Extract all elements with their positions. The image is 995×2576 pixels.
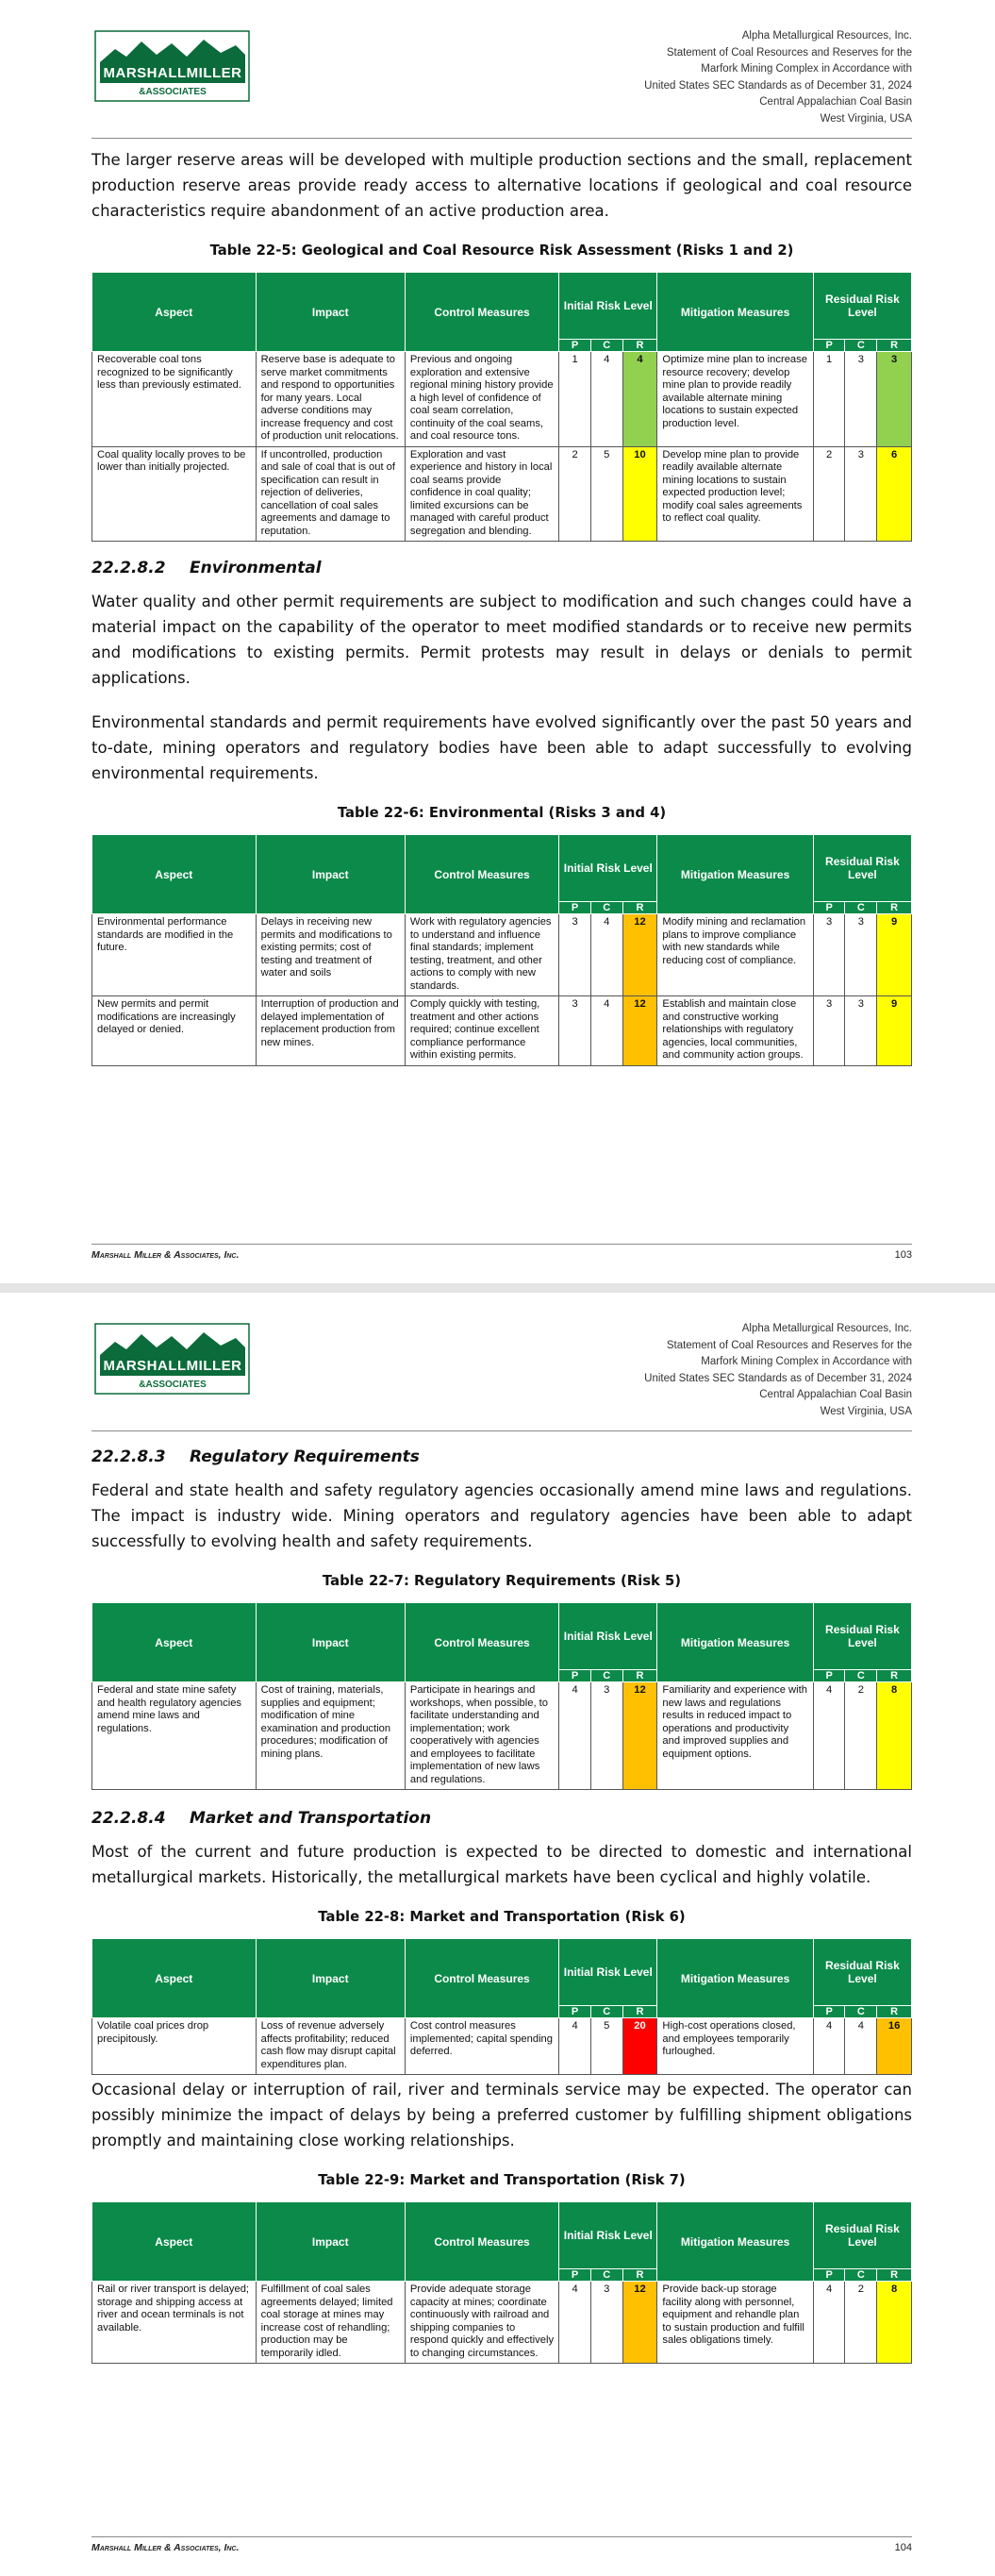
cell-initial-consequence: 5 xyxy=(590,446,622,542)
cell-residual-risk: 9 xyxy=(877,914,912,996)
table-row xyxy=(92,996,912,1066)
col-header-control: Control Measures xyxy=(405,1603,558,1682)
section-title: Regulatory Requirements xyxy=(190,1447,420,1466)
svg-text:MARSHALLMILLER: MARSHALLMILLER xyxy=(103,65,242,81)
header-line: Marfork Mining Complex in Accordance with xyxy=(701,1356,912,1367)
col-header-p-initial: P xyxy=(559,902,591,914)
section-number: 22.2.8.2 xyxy=(91,559,166,577)
table-row xyxy=(92,914,912,996)
cell-residual-consequence: 3 xyxy=(845,914,877,996)
section-number: 22.2.8.4 xyxy=(91,1809,166,1828)
footer-divider xyxy=(91,1244,912,1245)
header-divider xyxy=(91,1430,912,1431)
header-line: West Virginia, USA xyxy=(820,1405,912,1417)
cell-control-measures: Exploration and vast experience and history in local coal seams provide confidence in coal quality; limited excursions can be managed with careful product segregation and blending. xyxy=(405,446,558,542)
table-row xyxy=(92,352,912,447)
col-header-mitigation: Mitigation Measures xyxy=(657,2202,813,2282)
cell-initial-risk: 20 xyxy=(622,2018,657,2075)
col-header-control: Control Measures xyxy=(405,2202,558,2282)
table-caption: Table 22-8: Market and Transportation (Risk 6) xyxy=(318,1909,686,1925)
col-header-residual-risk: Residual Risk Level xyxy=(813,1603,911,1670)
col-header-c-residual: C xyxy=(845,1670,877,1682)
cell-impact: Delays in receiving new permits and modifications to existing permits; cost of testing and treatment of water and soils xyxy=(256,914,405,996)
cell-control-measures: Provide adequate storage capacity at mines; coordinate continuously with railroad and shipping companies to respond quickly and effectively to changing circumstances. xyxy=(405,2282,558,2364)
col-header-initial-risk: Initial Risk Level xyxy=(559,835,657,902)
col-header-c-initial: C xyxy=(590,340,622,352)
cell-initial-risk: 12 xyxy=(622,996,657,1066)
col-header-c-initial: C xyxy=(590,2269,622,2282)
cell-mitigation: Optimize mine plan to increase resource recovery; develop mine plan to provide readily available alternate mining locations to sustain expected production level. xyxy=(657,352,813,447)
col-header-p-residual: P xyxy=(813,1670,845,1682)
cell-initial-risk: 12 xyxy=(622,1682,657,1790)
col-header-p-initial: P xyxy=(559,2006,591,2018)
col-header-c-residual: C xyxy=(845,340,877,352)
col-header-impact: Impact xyxy=(256,835,405,914)
section-heading xyxy=(91,1447,912,1466)
footer-company: Marshall Miller & Associates, Inc. xyxy=(91,2542,240,2553)
col-header-r-residual: R xyxy=(877,340,912,352)
table-caption: Table 22-7: Regulatory Requirements (Risk 5) xyxy=(322,1573,682,1589)
col-header-residual-risk: Residual Risk Level xyxy=(813,835,911,902)
col-header-residual-risk: Residual Risk Level xyxy=(813,273,911,340)
cell-initial-risk: 10 xyxy=(622,446,657,542)
svg-text:MARSHALLMILLER: MARSHALLMILLER xyxy=(103,1358,242,1374)
header-line: Statement of Coal Resources and Reserves for the xyxy=(666,1339,912,1351)
report-header-info xyxy=(644,28,912,127)
cell-impact: Cost of training, materials, supplies and equipment; modification of mine examination and production procedures; modification of mining plans. xyxy=(256,1682,405,1790)
col-header-r-initial: R xyxy=(622,1670,657,1682)
page-104 xyxy=(0,1293,995,2576)
section-title: Market and Transportation xyxy=(190,1809,432,1828)
col-header-control: Control Measures xyxy=(405,273,558,352)
col-header-r-residual: R xyxy=(877,1670,912,1682)
col-header-mitigation: Mitigation Measures xyxy=(657,835,813,914)
cell-impact: Fulfillment of coal sales agreements delayed; limited coal storage at mines may increase cost of rehandling; production may be temporarily idled. xyxy=(256,2282,405,2364)
col-header-p-initial: P xyxy=(559,1670,591,1682)
col-header-initial-risk: Initial Risk Level xyxy=(559,273,657,340)
col-header-aspect: Aspect xyxy=(92,2202,257,2282)
col-header-p-residual: P xyxy=(813,340,845,352)
table-caption: Table 22-6: Environmental (Risks 3 and 4) xyxy=(337,805,667,821)
cell-residual-probability: 3 xyxy=(813,914,845,996)
table-row xyxy=(92,2282,912,2364)
cell-residual-probability: 4 xyxy=(813,1682,845,1790)
col-header-r-initial: R xyxy=(622,2269,657,2282)
header-line: Central Appalachian Coal Basin xyxy=(759,1389,912,1400)
cell-initial-probability: 2 xyxy=(559,446,591,542)
col-header-aspect: Aspect xyxy=(92,273,257,352)
cell-control-measures: Work with regulatory agencies to understand and influence final standards; implement testing, treatment, and other actions to comply with new standards. xyxy=(405,914,558,996)
footer-company: Marshall Miller & Associates, Inc. xyxy=(91,1249,240,1261)
cell-aspect: Volatile coal prices drop precipitously. xyxy=(92,2018,257,2075)
cell-initial-consequence: 3 xyxy=(590,2282,622,2364)
page-103 xyxy=(0,0,995,1283)
cell-residual-probability: 2 xyxy=(813,446,845,542)
cell-impact: Interruption of production and delayed implementation of replacement production from new mines. xyxy=(256,996,405,1066)
cell-mitigation: Develop mine plan to provide readily available alternate mining locations to sustain expected production level; modify coal sales agreements to reflect coal quality. xyxy=(657,446,813,542)
cell-impact: If uncontrolled, production and sale of coal that is out of specification can result in rejection of deliveries, cancellation of coal sales agreements and damage to reputation. xyxy=(256,446,405,542)
cell-aspect: Coal quality locally proves to be lower than initially projected. xyxy=(92,446,257,542)
cell-initial-probability: 3 xyxy=(559,996,591,1066)
cell-residual-probability: 1 xyxy=(813,352,845,447)
col-header-p-initial: P xyxy=(559,340,591,352)
cell-control-measures: Previous and ongoing exploration and extensive regional mining history provide a high level of confidence of coal seam correlation, continuity of the coal seams, and coal resource tons. xyxy=(405,352,558,447)
cell-mitigation: Provide back-up storage facility along with personnel, equipment and rehandle plan to sustain production and fulfill sales obligations timely. xyxy=(657,2282,813,2364)
col-header-mitigation: Mitigation Measures xyxy=(657,1603,813,1682)
col-header-aspect: Aspect xyxy=(92,1939,257,2018)
cell-control-measures: Cost control measures implemented; capital spending deferred. xyxy=(405,2018,558,2075)
col-header-c-initial: C xyxy=(590,2006,622,2018)
cell-initial-risk: 12 xyxy=(622,914,657,996)
cell-initial-consequence: 3 xyxy=(590,1682,622,1790)
cell-residual-consequence: 3 xyxy=(845,996,877,1066)
header-line: Alpha Metallurgical Resources, Inc. xyxy=(741,1323,912,1334)
cell-initial-consequence: 4 xyxy=(590,914,622,996)
intro-paragraph: The larger reserve areas will be developed with multiple production sections and the small, replacement production reserve areas provide ready access to alternative locations if geological and coal resource characteristics require abandonment of an active production area. xyxy=(91,151,912,220)
svg-text:&ASSOCIATES: &ASSOCIATES xyxy=(139,1380,207,1390)
cell-residual-consequence: 3 xyxy=(845,352,877,447)
col-header-p-residual: P xyxy=(813,902,845,914)
col-header-c-initial: C xyxy=(590,902,622,914)
col-header-mitigation: Mitigation Measures xyxy=(657,273,813,352)
risk-table-22-5 xyxy=(91,272,912,542)
col-header-r-initial: R xyxy=(622,902,657,914)
cell-residual-risk: 16 xyxy=(877,2018,912,2075)
header-line: United States SEC Standards as of December 31, 2024 xyxy=(644,79,912,92)
table-row xyxy=(92,446,912,542)
cell-initial-probability: 1 xyxy=(559,352,591,447)
cell-residual-probability: 4 xyxy=(813,2282,845,2364)
market-paragraph-2: Occasional delay or interruption of rail, river and terminals service may be expected. The operator can possibly minimize the impact of delays by being a preferred customer by fulfilling shipment obligations promptly and maintaining close working relationships. xyxy=(91,2081,912,2149)
cell-initial-probability: 4 xyxy=(559,1682,591,1790)
col-header-residual-risk: Residual Risk Level xyxy=(813,1939,911,2006)
cell-residual-risk: 3 xyxy=(877,352,912,447)
header-line: United States SEC Standards as of December 31, 2024 xyxy=(644,1372,912,1384)
cell-residual-risk: 9 xyxy=(877,996,912,1066)
cell-initial-consequence: 4 xyxy=(590,352,622,447)
col-header-impact: Impact xyxy=(256,2202,405,2282)
cell-aspect: Environmental performance standards are modified in the future. xyxy=(92,914,257,996)
col-header-initial-risk: Initial Risk Level xyxy=(559,2202,657,2269)
market-paragraph-1: Most of the current and future production is expected to be directed to domestic and international metallurgical markets. Historically, the metallurgical markets have been cyclical and highly volatile. xyxy=(91,1843,912,1886)
col-header-aspect: Aspect xyxy=(92,835,257,914)
cell-mitigation: Establish and maintain close and constructive working relationships with regulatory agencies, local communities, and community action groups. xyxy=(657,996,813,1066)
table-caption: Table 22-5: Geological and Coal Resource Risk Assessment (Risks 1 and 2) xyxy=(209,243,794,259)
cell-initial-risk: 12 xyxy=(622,2282,657,2364)
col-header-impact: Impact xyxy=(256,273,405,352)
col-header-impact: Impact xyxy=(256,1603,405,1682)
col-header-p-initial: P xyxy=(559,2269,591,2282)
col-header-c-residual: C xyxy=(845,902,877,914)
page-number: 103 xyxy=(894,1249,912,1261)
cell-residual-probability: 3 xyxy=(813,996,845,1066)
cell-aspect: Recoverable coal tons recognized to be significantly less than previously estimated. xyxy=(92,352,257,447)
cell-control-measures: Comply quickly with testing, treatment and other actions required; continue excellent compliance performance within existing permits. xyxy=(405,996,558,1066)
col-header-control: Control Measures xyxy=(405,1939,558,2018)
col-header-r-residual: R xyxy=(877,2006,912,2018)
risk-table-22-8 xyxy=(91,1938,912,2075)
cell-aspect: New permits and permit modifications are increasingly delayed or denied. xyxy=(92,996,257,1066)
col-header-c-residual: C xyxy=(845,2006,877,2018)
col-header-r-initial: R xyxy=(622,340,657,352)
cell-initial-consequence: 5 xyxy=(590,2018,622,2075)
col-header-initial-risk: Initial Risk Level xyxy=(559,1939,657,2006)
col-header-p-residual: P xyxy=(813,2006,845,2018)
page-content xyxy=(91,1434,912,2364)
col-header-r-initial: R xyxy=(622,2006,657,2018)
header-line: West Virginia, USA xyxy=(820,112,912,125)
cell-initial-probability: 3 xyxy=(559,914,591,996)
page-number: 104 xyxy=(894,2542,912,2553)
cell-residual-consequence: 2 xyxy=(845,2282,877,2364)
env-paragraph-2: Environmental standards and permit requirements have evolved significantly over the past 50 years and to-date, mining operators and regulatory bodies have been able to adapt successfully to evolving environmental requirements. xyxy=(91,713,912,782)
header-line: Statement of Coal Resources and Reserves for the xyxy=(666,46,912,59)
table-caption: Table 22-9: Market and Transportation (Risk 7) xyxy=(318,2172,686,2188)
cell-residual-consequence: 4 xyxy=(845,2018,877,2075)
report-header-info xyxy=(644,1321,912,1420)
cell-initial-probability: 4 xyxy=(559,2282,591,2364)
company-logo xyxy=(94,30,250,102)
cell-initial-consequence: 4 xyxy=(590,996,622,1066)
cell-residual-probability: 4 xyxy=(813,2018,845,2075)
col-header-c-residual: C xyxy=(845,2269,877,2282)
footer-divider xyxy=(91,2536,912,2537)
col-header-c-initial: C xyxy=(590,1670,622,1682)
company-logo xyxy=(94,1323,250,1395)
cell-impact: Reserve base is adequate to serve market commitments and respond to opportunities for many years. Local adverse conditions may increase frequency and cost of production unit relocations. xyxy=(256,352,405,447)
header-line: Marfork Mining Complex in Accordance with xyxy=(701,63,912,75)
col-header-p-residual: P xyxy=(813,2269,845,2282)
env-paragraph-1: Water quality and other permit requirements are subject to modification and such changes could have a material impact on the capability of the operator to meet modified standards or to receive new permits and modifications to existing permits. Permit protests may result in delays or denials to permit applications. xyxy=(91,593,912,687)
cell-initial-risk: 4 xyxy=(622,352,657,447)
cell-impact: Loss of revenue adversely affects profitability; reduced cash flow may disrupt capital expenditures plan. xyxy=(256,2018,405,2075)
col-header-aspect: Aspect xyxy=(92,1603,257,1682)
cell-control-measures: Participate in hearings and workshops, when possible, to facilitate understanding and implementation; work cooperatively with agencies and employees to facilitate implementation of new laws and regulations. xyxy=(405,1682,558,1790)
page-content xyxy=(91,147,912,1066)
section-title: Environmental xyxy=(190,559,322,577)
cell-mitigation: Modify mining and reclamation plans to improve compliance with new standards while reducing cost of compliance. xyxy=(657,914,813,996)
section-heading xyxy=(91,1809,912,1828)
svg-text:&ASSOCIATES: &ASSOCIATES xyxy=(139,87,207,97)
cell-mitigation: High-cost operations closed, and employees temporarily furloughed. xyxy=(657,2018,813,2075)
col-header-r-residual: R xyxy=(877,2269,912,2282)
header-line: Alpha Metallurgical Resources, Inc. xyxy=(741,30,912,42)
cell-mitigation: Familiarity and experience with new laws and regulations results in reduced impact to operations and productivity and improved supplies and equipment options. xyxy=(657,1682,813,1790)
cell-aspect: Federal and state mine safety and health regulatory agencies amend mine laws and regulations. xyxy=(92,1682,257,1790)
cell-aspect: Rail or river transport is delayed; storage and shipping access at river and ocean terminals is not available. xyxy=(92,2282,257,2364)
col-header-mitigation: Mitigation Measures xyxy=(657,1939,813,2018)
regulatory-paragraph: Federal and state health and safety regulatory agencies occasionally amend mine laws and regulations. The impact is industry wide. Mining operators and regulatory agencies have been able to adapt successfully to evolving health and safety requirements. xyxy=(91,1481,912,1550)
risk-table-22-9 xyxy=(91,2201,912,2364)
col-header-r-residual: R xyxy=(877,902,912,914)
table-row xyxy=(92,2018,912,2075)
cell-residual-risk: 8 xyxy=(877,1682,912,1790)
table-row xyxy=(92,1682,912,1790)
section-number: 22.2.8.3 xyxy=(91,1447,166,1466)
col-header-residual-risk: Residual Risk Level xyxy=(813,2202,911,2269)
risk-table-22-7 xyxy=(91,1602,912,1790)
section-heading xyxy=(91,559,912,577)
col-header-impact: Impact xyxy=(256,1939,405,2018)
cell-initial-probability: 4 xyxy=(559,2018,591,2075)
col-header-control: Control Measures xyxy=(405,835,558,914)
cell-residual-risk: 6 xyxy=(877,446,912,542)
risk-table-22-6 xyxy=(91,834,912,1066)
header-line: Central Appalachian Coal Basin xyxy=(759,96,912,108)
col-header-initial-risk: Initial Risk Level xyxy=(559,1603,657,1670)
cell-residual-risk: 8 xyxy=(877,2282,912,2364)
header-divider xyxy=(91,138,912,139)
cell-residual-consequence: 3 xyxy=(845,446,877,542)
cell-residual-consequence: 2 xyxy=(845,1682,877,1790)
